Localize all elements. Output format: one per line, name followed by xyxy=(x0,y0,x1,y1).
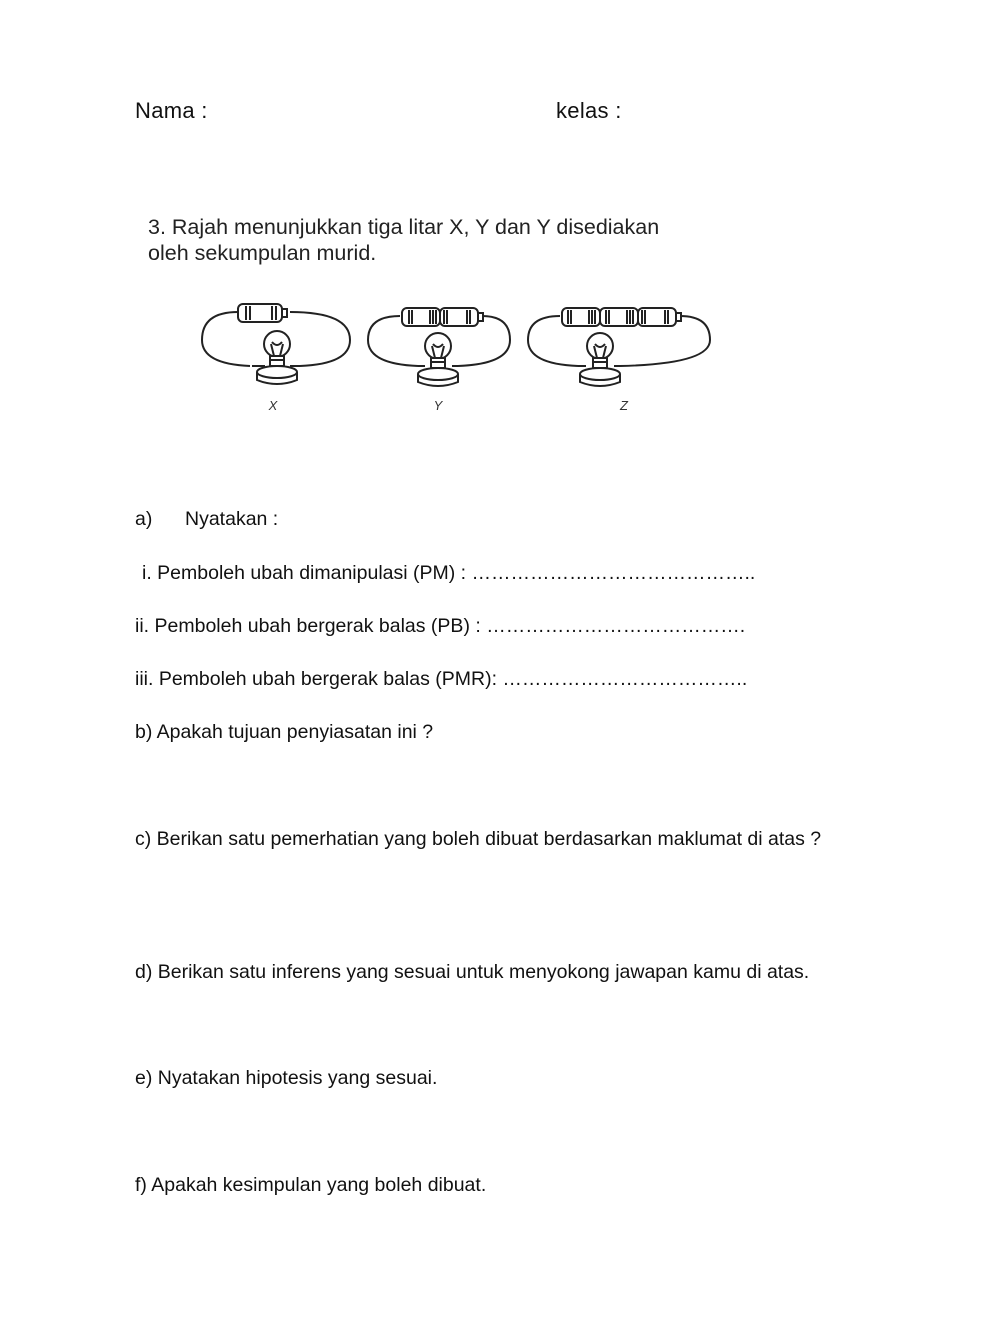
battery-x-1 xyxy=(238,304,287,322)
bulb-z xyxy=(580,333,620,386)
label-y: Y xyxy=(433,398,443,413)
battery-z-2 xyxy=(600,308,638,326)
battery-z-1 xyxy=(562,308,600,326)
circuit-z xyxy=(528,308,710,386)
circuit-diagram xyxy=(190,292,730,422)
part-a-i: i. Pemboleh ubah dimanipulasi (PM) : …………………………………….. xyxy=(142,562,756,584)
label-z: Z xyxy=(620,398,628,413)
part-c: c) Berikan satu pemerhatian yang boleh dibuat berdasarkan maklumat di atas ? xyxy=(135,828,822,850)
part-b: b) Apakah tujuan penyiasatan ini ? xyxy=(135,721,434,743)
bulb-y xyxy=(418,333,458,386)
part-a-letter: a) xyxy=(135,508,153,530)
battery-y-2 xyxy=(440,308,483,326)
question-3-line-1: 3. Rajah menunjukkan tiga litar X, Y dan Y disediakan xyxy=(148,215,660,239)
bulb-x xyxy=(257,331,297,384)
part-a-ii: ii. Pemboleh ubah bergerak balas (PB) : …………………………………. xyxy=(135,615,746,637)
part-e: e) Nyatakan hipotesis yang sesuai. xyxy=(135,1067,438,1089)
label-x: X xyxy=(268,398,278,413)
name-label: Nama : xyxy=(135,98,208,123)
battery-z-3 xyxy=(638,308,681,326)
question-3-text xyxy=(148,214,848,266)
part-d: d) Berikan satu inferens yang sesuai untuk menyokong jawapan kamu di atas. xyxy=(135,961,810,983)
class-label: kelas : xyxy=(556,98,622,123)
part-a-iii: iii. Pemboleh ubah bergerak balas (PMR): ……………………………….. xyxy=(135,668,748,690)
part-f: f) Apakah kesimpulan yang boleh dibuat. xyxy=(135,1174,487,1196)
battery-y-1 xyxy=(402,308,440,326)
circuit-y xyxy=(368,308,510,386)
circuit-x xyxy=(202,304,350,384)
part-a-label: Nyatakan : xyxy=(185,508,279,530)
question-3-line-2: oleh sekumpulan murid. xyxy=(148,241,377,265)
